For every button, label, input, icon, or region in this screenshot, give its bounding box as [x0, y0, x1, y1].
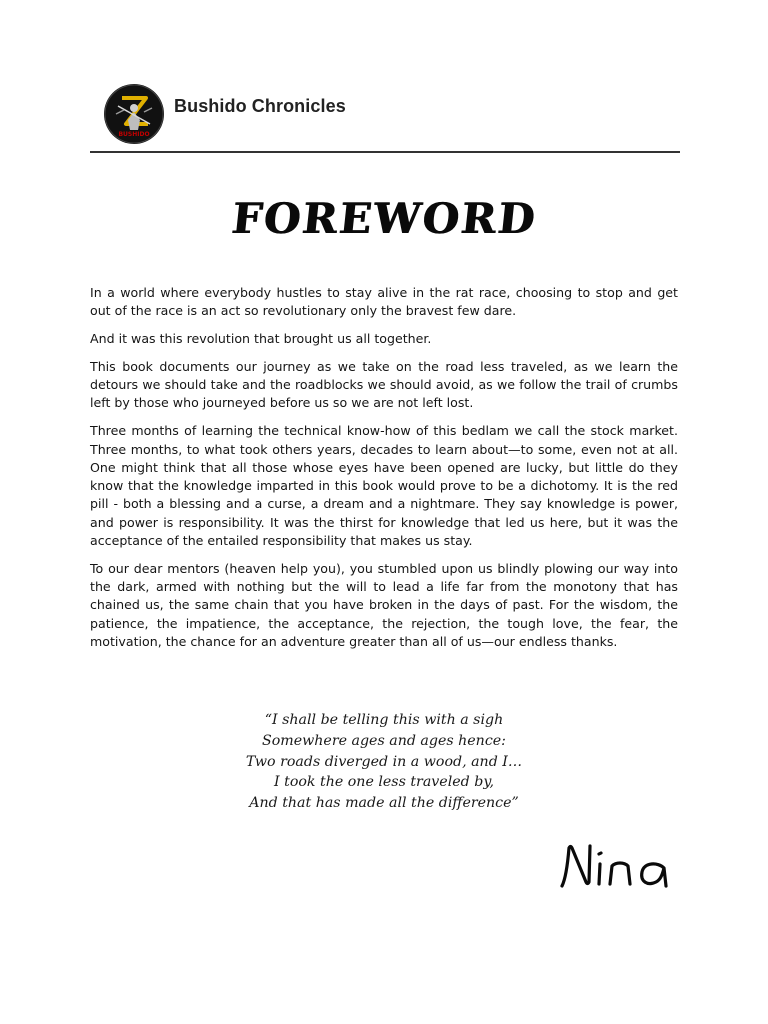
header-divider — [90, 151, 680, 153]
poem-line: “I shall be telling this with a sigh — [264, 712, 504, 728]
signature — [556, 838, 676, 898]
paragraph-5: To our dear mentors (heaven help you), you stumbled upon us blindly plowing our way into the dark, armed with nothing but the will to lead a life far from the monotony that has chained us, the same chain that you have broken in the days of past. For the wisdom, the patience, the impatience, the acceptance, the rejection, the tough love, the fear, the motivation, the chance for an adventure greater than all of us—our endless thanks. — [90, 560, 678, 650]
paragraph-3: This book documents our journey as we take on the road less traveled, as we learn the detours we should take and the roadblocks we should avoid, as we follow the trail of crumbs left by those who journeyed before us so we are not left lost. — [90, 358, 678, 411]
brand-name: Bushido Chronicles — [174, 95, 346, 116]
poem-line: Two roads diverged in a wood, and I… — [245, 753, 523, 770]
signature-mark — [556, 838, 676, 894]
poem-line: I took the one less traveled by, — [274, 774, 494, 791]
poem-line: And that has made all the difference” — [249, 795, 519, 812]
paragraph-4: Three months of learning the technical know-how of this bedlam we call the stock market. Three months, to what took others years, decades to learn about—to some, even not at all. One might think that all those whose eyes have been opened are lucky, but little do they know that the knowledge imparted in this book would prove to be a dichotomy. It is the red pill - both a blessing and a curse, a dream and a nightmare. They say knowledge is power, and power is responsibility. It was the thirst for knowledge that led us here, but it was the acceptance of the entailed responsibility that makes us stay. — [90, 423, 678, 549]
page-title: FOREWORD — [229, 194, 539, 243]
bushido-logo — [104, 84, 164, 144]
paragraph-2: And it was this revolution that brought us all together. — [90, 331, 432, 347]
logo-text: BUSHIDO — [118, 131, 150, 138]
foreword-body — [90, 284, 678, 661]
poem-line: Somewhere ages and ages hence: — [262, 732, 506, 749]
page-header — [104, 85, 346, 143]
paragraph-1: In a world where everybody hustles to stay alive in the rat race, choosing to stop and get out of the race is an act so revolutionary only the bravest few dare. — [90, 285, 678, 319]
warrior-icon — [104, 84, 164, 144]
poem-quote — [0, 710, 768, 814]
